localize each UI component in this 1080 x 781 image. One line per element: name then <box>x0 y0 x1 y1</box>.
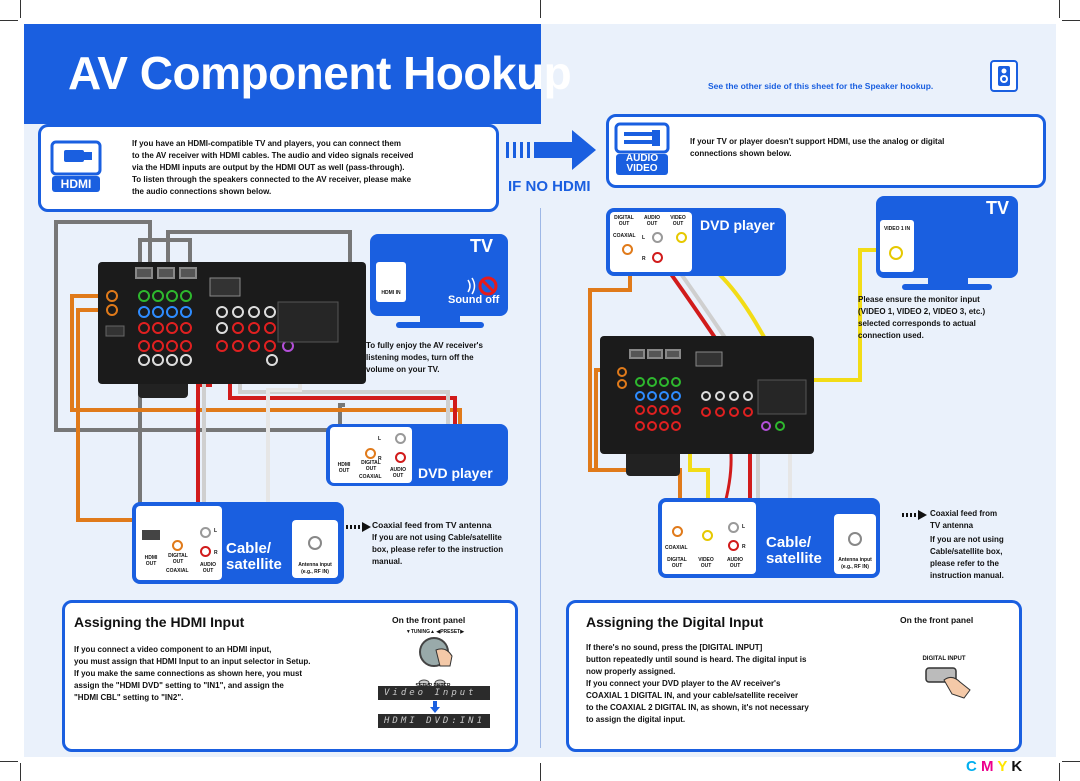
crop-mark <box>540 0 541 18</box>
assign-digital-line: now properly assigned. <box>586 667 676 676</box>
assign-hdmi-line: assign the "HDMI DVD" setting to "IN1", and assign the <box>74 681 284 690</box>
crop-mark <box>1059 763 1060 781</box>
hdmi-intro-line: To listen through the speakers connected to the AV receiver, please make <box>132 175 412 184</box>
right-dvd-digital-out: DIGITAL OUT <box>614 215 634 227</box>
assign-digital-line: If you connect your DVD player to the AV receiver's <box>586 679 781 688</box>
hdmi-intro-text <box>132 138 482 198</box>
right-cable-antenna-sub: (e.g., RF IN) <box>841 564 869 570</box>
crop-mark <box>0 761 18 762</box>
tuning-knob[interactable] <box>416 636 456 668</box>
if-no-hdmi-label: IF NO HDMI <box>508 178 591 195</box>
logo-video-text: VIDEO <box>626 163 658 174</box>
left-dvd-digital-out: DIGITAL OUT <box>361 460 381 472</box>
right-cable-coaxial: COAXIAL <box>665 545 688 551</box>
left-tv-note <box>366 340 526 376</box>
right-tv-label: TV <box>986 198 1010 218</box>
assign-digital-heading: Assigning the Digital Input <box>586 614 764 630</box>
left-cable-antenna-jack <box>308 536 322 550</box>
lcd-hdmi-dvd: HDMI DVD:IN1 <box>378 714 490 728</box>
right-tv-video-in: VIDEO 1 IN <box>883 226 911 232</box>
left-cable-label-2: satellite <box>226 556 282 573</box>
hdmi-intro-line: the audio connections shown below. <box>132 187 272 196</box>
right-dvd-label: DVD player <box>700 217 775 233</box>
down-arrow-icon <box>430 700 440 712</box>
right-dvd-coaxial: COAXIAL <box>613 233 636 239</box>
cmyk-c: C <box>966 758 977 775</box>
right-dvd-jack <box>652 232 663 243</box>
left-cable-antenna-input: Antenna input <box>298 562 332 568</box>
assign-digital-line: COAXIAL 1 DIGITAL IN, and your cable/satellite receiver <box>586 691 799 700</box>
left-tv-note-line: To fully enjoy the AV receiver's <box>366 341 483 350</box>
receiver-foot <box>138 384 188 398</box>
setup-buttons[interactable] <box>416 674 450 682</box>
left-tv-hdmi-in: HDMI IN <box>381 290 401 296</box>
left-dvd-jack <box>395 433 406 444</box>
right-cable-jack <box>672 526 683 537</box>
right-dvd-jack <box>622 244 633 255</box>
crop-mark <box>20 0 21 18</box>
left-cable-r: R <box>214 550 218 556</box>
assign-hdmi-heading: Assigning the HDMI Input <box>74 614 245 630</box>
right-coax-title-line: TV antenna <box>930 521 974 530</box>
hdmi-logo-label: HDMI <box>60 177 92 191</box>
assign-digital-line: to assign the digital input. <box>586 715 686 724</box>
digital-input-button[interactable] <box>924 664 976 700</box>
speaker-note: See the other side of this sheet for the Speaker hookup. <box>708 81 934 91</box>
cmyk-marks <box>966 758 1022 775</box>
left-tv-note-line: volume on your TV. <box>366 365 440 374</box>
cmyk-y: Y <box>997 758 1008 775</box>
left-coax-title: Coaxial feed from TV antenna <box>372 520 492 530</box>
audio-video-logo <box>614 122 670 176</box>
right-cable-label-1: Cable/ <box>766 534 812 551</box>
speaker-icon <box>990 60 1018 92</box>
logo-audio-text: AUDIO <box>625 153 659 164</box>
crop-mark <box>1062 20 1080 21</box>
right-dvd-video-out: VIDEO OUT <box>670 215 686 227</box>
right-tv-note-line: connection used. <box>858 331 924 340</box>
sound-off-label: Sound off <box>448 294 500 306</box>
left-cable-hdmi-port <box>142 530 160 540</box>
right-tv-jack <box>889 246 903 260</box>
left-tv-base <box>396 322 484 328</box>
right-coax-line: If you are not using <box>930 535 1004 544</box>
left-cable-coaxial: COAXIAL <box>166 568 189 574</box>
left-dvd-r: R <box>378 456 382 462</box>
assign-hdmi-line: If you connect a video component to an HDMI input, <box>74 645 272 654</box>
hdmi-intro-line: to the AV receiver with HDMI cables. The audio and video signals received <box>132 151 414 160</box>
left-cable-jack <box>200 546 211 557</box>
left-coax-line: box, please refer to the instruction <box>372 545 504 554</box>
left-coax-line: If you are not using Cable/satellite <box>372 533 502 542</box>
crop-mark <box>0 20 18 21</box>
assign-digital-front-panel: On the front panel <box>900 615 974 625</box>
left-dvd-label: DVD player <box>418 465 493 481</box>
sound-off-icon <box>460 276 500 296</box>
right-cable-audio-out: AUDIO OUT <box>726 557 744 569</box>
crop-mark <box>20 763 21 781</box>
left-coax-text <box>372 532 532 568</box>
right-coax-title <box>930 508 1040 532</box>
right-coax-line: instruction manual. <box>930 571 1004 580</box>
assign-hdmi-line: "HDMI CBL" setting to "IN2". <box>74 693 184 702</box>
left-dvd-jack <box>365 448 376 459</box>
right-tv-note <box>858 294 1038 342</box>
left-dvd-jack <box>395 452 406 463</box>
right-cable-video-out: VIDEO OUT <box>698 557 714 569</box>
right-coax-line: Cable/satellite box, <box>930 547 1003 556</box>
assign-hdmi-line: If you make the same connections as shown here, you must <box>74 669 303 678</box>
right-cable-jack <box>702 530 713 541</box>
digital-input-caption: DIGITAL INPUT <box>922 656 966 662</box>
right-coax-line: please refer to the <box>930 559 999 568</box>
assign-hdmi-text <box>74 644 374 704</box>
crop-mark <box>1059 0 1060 18</box>
assign-digital-line: If there's no sound, press the [DIGITAL INPUT] <box>586 643 763 652</box>
cmyk-k: K <box>1011 758 1023 775</box>
receiver-jacks <box>98 262 366 384</box>
lcd-video-input: Video Input <box>378 686 490 700</box>
right-cable-l: L <box>742 524 746 530</box>
left-tv-hdmi-port <box>376 262 406 302</box>
left-dvd-coaxial: COAXIAL <box>359 474 382 480</box>
receiver-jacks <box>600 336 814 454</box>
right-tv-base <box>902 284 992 290</box>
right-dvd-l: L <box>642 235 646 241</box>
right-tv-note-line: (VIDEO 1, VIDEO 2, VIDEO 3, etc.) <box>858 307 986 316</box>
left-dvd-audio-out: AUDIO OUT <box>389 467 407 479</box>
crop-mark <box>540 763 541 781</box>
hdmi-intro-line: via the HDMI inputs are output by the HDMI OUT as well (pass-through). <box>132 163 405 172</box>
right-arrow-icon <box>504 128 598 172</box>
assign-digital-text <box>586 642 866 726</box>
left-cable-digital-out: DIGITAL OUT <box>168 553 188 565</box>
page-title: AV Component Hookup <box>68 47 572 99</box>
left-cable-hdmi-out: HDMI OUT <box>144 555 158 567</box>
right-cable-label-2: satellite <box>766 550 822 567</box>
left-cable-label-1: Cable/ <box>226 540 272 557</box>
left-cable-jack <box>172 540 183 551</box>
left-cable-audio-out: AUDIO OUT <box>199 562 217 574</box>
right-cable-antenna-input: Antenna input <box>838 557 872 563</box>
left-dvd-hdmi-out: HDMI OUT <box>337 462 351 474</box>
right-dvd-jack <box>652 252 663 263</box>
right-tv-note-line: selected corresponds to actual <box>858 319 976 328</box>
right-cable-jack <box>728 540 739 551</box>
right-dvd-audio-out: AUDIO OUT <box>643 215 661 227</box>
assign-digital-line: button repeatedly until sound is heard. The digital input is <box>586 655 807 664</box>
right-coax-arrow-icon <box>902 508 928 520</box>
left-dvd-l: L <box>378 436 382 442</box>
assign-digital-line: to the COAXIAL 2 DIGITAL IN, as shown, it's not necessary <box>586 703 809 712</box>
left-coax-line: manual. <box>372 557 403 566</box>
right-tv-note-line: Please ensure the monitor input <box>858 295 980 304</box>
left-cable-jack <box>200 527 211 538</box>
right-cable-antenna-jack <box>848 532 862 546</box>
assign-hdmi-line: you must assign that HDMI Input to an input selector in Setup. <box>74 657 311 666</box>
crop-mark <box>1062 761 1080 762</box>
hdmi-intro-line: If you have an HDMI-compatible TV and players, you can connect them <box>132 139 401 148</box>
left-cable-antenna-sub: (e.g., RF IN) <box>301 569 329 575</box>
right-dvd-r: R <box>642 256 646 262</box>
right-cable-digital-out: DIGITAL OUT <box>667 557 687 569</box>
no-hdmi-text <box>690 136 1030 160</box>
left-coax-arrow-icon <box>346 520 372 532</box>
cmyk-m: M <box>981 758 994 775</box>
left-cable-l: L <box>214 528 218 534</box>
right-cable-r: R <box>742 544 746 550</box>
left-tv-label: TV <box>470 236 494 256</box>
right-dvd-jack <box>676 232 687 243</box>
right-coax-text <box>930 534 1040 582</box>
left-tv-note-line: listening modes, turn off the <box>366 353 474 362</box>
receiver-foot <box>626 454 680 476</box>
assign-hdmi-front-panel: On the front panel <box>392 615 466 625</box>
hdmi-logo <box>50 140 102 194</box>
no-hdmi-line: If your TV or player doesn't support HDMI, use the analog or digital <box>690 137 945 146</box>
right-coax-title-line: Coaxial feed from <box>930 509 998 518</box>
no-hdmi-line: connections shown below. <box>690 149 792 158</box>
right-cable-jack <box>728 522 739 533</box>
knob-caption: ▼TUNING▲ ◀PRESET▶ <box>405 629 465 635</box>
